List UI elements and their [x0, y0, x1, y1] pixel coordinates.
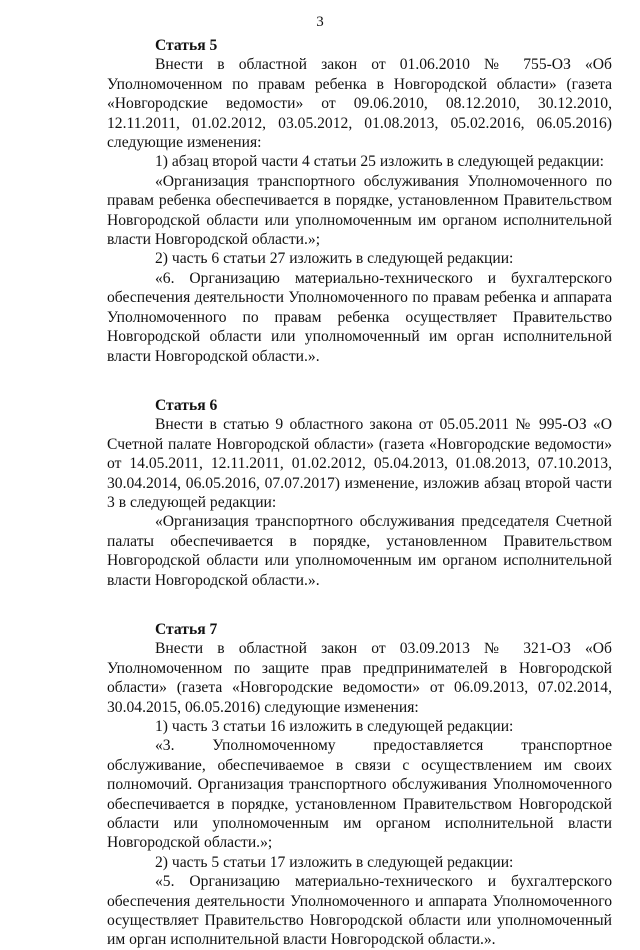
paragraph: «Организация транспортного обслуживания председателя Счетной палаты обеспечивается в порядке, установленном Правительством Новгородской области или уполномоченным им органом исполнительной власти Новгородской области.».: [107, 513, 612, 589]
paragraph: «Организация транспортного обслуживания Уполномоченного по правам ребенка обеспечивается в порядке, установленном Правительством Новгородской области или уполномоченным им органом исполнительной власти Новгородской области.»;: [107, 172, 612, 249]
document-body: [107, 36, 612, 950]
paragraph: «3. Уполномоченному предоставляется транспортное обслуживание, обеспечиваемое в связи с осуществлением им своих полномочий. Организация транспортного обслуживания Уполномоченного обеспечивается в порядке, установленном Правительством Новгородской области или уполномоченным им органом исполнительной власти Новгородской области.»;: [107, 737, 612, 852]
paragraph: 2) часть 6 статьи 27 изложить в следующей редакции:: [155, 250, 514, 268]
paragraph: 1) абзац второй части 4 статьи 25 изложить в следующей редакции:: [155, 153, 605, 171]
paragraph: 1) часть 3 статьи 16 изложить в следующей редакции:: [155, 718, 514, 735]
paragraph: 2) часть 5 статьи 17 изложить в следующей редакции:: [155, 853, 514, 871]
article-7: [107, 620, 612, 950]
paragraph: «5. Организацию материально-технического и бухгалтерского обеспечения деятельности Уполномоченного и аппарата Уполномоченного осуществляет Правительство Новгородской области или уполномоченный им орган исполнительной власти Новгородской области.».: [107, 873, 612, 949]
paragraph: Внести в областной закон от 03.09.2013 № 321-ОЗ «Об Уполномоченном по защите прав предпринимателей в Новгородской области» (газета «Новгородские ведомости» от 06.09.2013, 07.02.2014, 30.04.2015, 06.05.2016) следующие изменения:: [107, 640, 612, 716]
article-6: [107, 396, 612, 590]
article-heading: Статья 7: [155, 620, 218, 638]
paragraph: «6. Организацию материально-технического и бухгалтерского обеспечения деятельности Уполномоченного по правам ребенка и аппарата Уполномоченного по правам ребенка осуществляет Правительство Новгородской области или уполномоченный им орган исполнительной власти Новгородской области.».: [107, 269, 612, 365]
page-number: 3: [316, 14, 324, 30]
paragraph: Внести в областной закон от 01.06.2010 № 755-ОЗ «Об Уполномоченном по правам ребенка в Новгородской области» (газета «Новгородские ведомости» от 09.06.2010, 08.12.2010, 30.12.2010, 12.11.2011, 01.02.2012, 03.05.2012, 01.08.2013, 05.02.2016, 06.05.2016) следующие изменения:: [107, 56, 612, 152]
article-heading: Статья 5: [155, 37, 218, 54]
article-heading: Статья 6: [155, 396, 218, 414]
paragraph: Внести в статью 9 областного закона от 05.05.2011 № 995-ОЗ «О Счетной палате Новгородской области» (газета «Новгородские ведомости» от 14.05.2011, 12.11.2011, 01.02.2012, 05.04.2013, 01.08.2013, 07.10.2013, 30.04.2014, 06.05.2016, 07.07.2017) изменение, изложив абзац второй части 3 в следующей редакции:: [107, 416, 612, 511]
article-5: [107, 36, 612, 366]
